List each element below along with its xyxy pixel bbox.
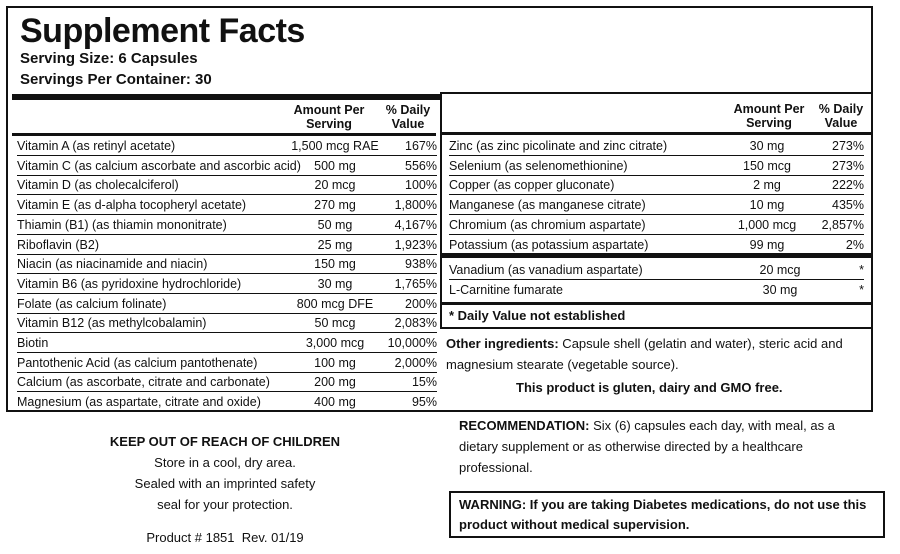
nutrient-row <box>17 215 437 235</box>
nutrient-amount: 150 mg <box>314 257 356 272</box>
dv-header-line1: % Daily <box>385 103 431 117</box>
nutrient-name: Manganese (as manganese citrate) <box>449 198 646 213</box>
nutrient-row <box>17 195 437 215</box>
storage-line-1: Store in a cool, dry area. <box>154 455 296 470</box>
nutrient-name: Folate (as calcium folinate) <box>17 296 167 311</box>
nutrient-daily-value: 222% <box>832 178 864 193</box>
nutrient-daily-value: 2,000% <box>394 355 437 370</box>
other-ingredients <box>446 333 843 375</box>
servings-per-container: Servings Per Container: 30 <box>20 71 212 88</box>
thick-divider-right <box>442 253 871 258</box>
nutrient-amount: 30 mg <box>762 282 798 297</box>
supplement-facts-right-panel <box>440 92 873 329</box>
nutrient-name: Selenium (as selenomethionine) <box>449 158 628 173</box>
nutrient-daily-value: 1,923% <box>394 237 437 252</box>
nutrient-row <box>449 136 864 156</box>
amount-header-right <box>724 102 814 130</box>
dv-header-right-line1: % Daily <box>818 102 864 116</box>
dv-footnote: * Daily Value not established <box>449 308 626 323</box>
nutrient-row <box>17 254 437 274</box>
nutrient-row <box>17 136 437 156</box>
nutrient-amount: 30 mg <box>317 276 353 291</box>
nutrient-daily-value: 273% <box>832 158 864 173</box>
nutrient-row <box>17 313 437 333</box>
header-divider-right <box>442 132 871 135</box>
nutrient-amount: 200 mg <box>314 375 356 390</box>
serving-size: Serving Size: 6 Capsules <box>20 50 198 67</box>
other-ingredients-text1: Capsule shell (gelatin and water), steric acid and <box>558 336 843 351</box>
gluten-free-statement: This product is gluten, dairy and GMO free. <box>516 380 783 395</box>
amount-header-right-line2: Serving <box>746 116 792 130</box>
storage-block <box>60 431 390 515</box>
nutrient-name: Copper (as copper gluconate) <box>449 178 615 193</box>
nutrient-daily-value: 556% <box>405 158 437 173</box>
recommendation-line2: dietary supplement or as otherwise directed by a healthcare <box>459 439 803 454</box>
nutrient-row <box>17 175 437 195</box>
nutrient-row <box>17 392 437 412</box>
nutrient-daily-value: 100% <box>405 178 437 193</box>
nutrient-name: Magnesium (as aspartate, citrate and oxide) <box>17 395 261 410</box>
nutrient-name: Chromium (as chromium aspartate) <box>449 217 646 232</box>
nutrient-amount: 50 mg <box>317 217 353 232</box>
nutrient-daily-value: 200% <box>405 296 437 311</box>
nutrient-row <box>17 274 437 294</box>
nutrient-amount: 2 mg <box>753 178 781 193</box>
nutrient-name: Vitamin A (as retinyl acetate) <box>17 139 176 153</box>
amount-header-line1: Amount Per <box>293 103 365 117</box>
nutrient-name: L-Carnitine fumarate <box>449 282 563 297</box>
nutrient-row <box>17 156 437 176</box>
nutrient-name: Calcium (as ascorbate, citrate and carbonate) <box>17 375 270 390</box>
nutrient-name: Biotin <box>17 336 49 350</box>
nutrient-amount: 99 mg <box>749 237 785 252</box>
nutrient-row <box>449 195 864 215</box>
nutrient-daily-value: 2,857% <box>821 217 864 232</box>
dv-header-line2: Value <box>391 117 425 131</box>
nutrient-daily-value: * <box>859 263 864 277</box>
nutrient-name: Thiamin (B1) (as thiamin mononitrate) <box>17 217 227 232</box>
other-ingredients-text2: magnesium stearate (vegetable source). <box>446 357 679 372</box>
nutrient-row <box>17 353 437 373</box>
nutrient-amount: 1,500 mcg RAE <box>291 139 379 153</box>
nutrient-name: Niacin (as niacinamide and niacin) <box>17 257 208 272</box>
nutrient-daily-value: 273% <box>832 139 864 153</box>
nutrient-name: Vitamin D (as cholecalciferol) <box>17 178 179 193</box>
nutrient-daily-value: 2% <box>845 237 864 252</box>
amount-header-right-line1: Amount Per <box>733 102 805 116</box>
nutrient-amount: 20 mcg <box>759 263 801 277</box>
nutrient-amount: 800 mcg DFE <box>296 296 374 311</box>
nutrient-amount: 20 mcg <box>314 178 356 193</box>
nutrient-name: Zinc (as zinc picolinate and zinc citrate) <box>449 139 668 153</box>
nutrient-daily-value: * <box>859 282 864 297</box>
nutrient-row <box>17 294 437 314</box>
nutrient-row <box>17 235 437 255</box>
nutrient-daily-value: 15% <box>411 375 437 390</box>
nutrient-daily-value: 4,167% <box>394 217 437 232</box>
nutrient-daily-value: 1,800% <box>394 198 437 213</box>
nutrient-name: Vitamin C (as calcium ascorbate and ascorbic acid) <box>17 158 301 173</box>
amount-header <box>284 103 374 131</box>
nutrient-amount: 100 mg <box>314 355 356 370</box>
nutrient-row <box>449 156 864 176</box>
storage-line-2: Sealed with an imprinted safety <box>134 476 316 491</box>
nutrient-daily-value: 167% <box>405 139 437 153</box>
warning-box <box>449 491 885 538</box>
nutrient-row <box>449 235 864 255</box>
nutrient-daily-value: 1,765% <box>394 276 437 291</box>
nutrient-name: Pantothenic Acid (as calcium pantothenate) <box>17 355 258 370</box>
nutrient-name: Vitamin B6 (as pyridoxine hydrochloride) <box>17 276 242 291</box>
recommendation-line3: professional. <box>459 460 533 475</box>
nutrient-daily-value: 435% <box>832 198 864 213</box>
dv-header-right-line2: Value <box>824 116 858 130</box>
nutrient-name: Vanadium (as vanadium aspartate) <box>449 263 643 277</box>
nutrient-row <box>17 333 437 353</box>
amount-header-line2: Serving <box>306 117 352 131</box>
panel-title: Supplement Facts <box>20 12 305 50</box>
nutrient-no-dv-row <box>449 260 864 280</box>
recommendation-line1: Six (6) capsules each day, with meal, as a <box>589 418 835 433</box>
other-ingredients-label: Other ingredients: <box>446 336 559 351</box>
nutrient-row <box>449 175 864 195</box>
footnote-divider <box>442 302 871 305</box>
nutrient-amount: 50 mcg <box>314 316 356 331</box>
warning-line2: product without medical supervision. <box>459 517 690 532</box>
nutrient-name: Riboflavin (B2) <box>17 237 99 252</box>
nutrient-amount: 25 mg <box>317 237 353 252</box>
dv-header-right <box>814 102 868 130</box>
recommendation-label: RECOMMENDATION: <box>459 418 590 433</box>
nutrient-name: Vitamin E (as d-alpha tocopheryl acetate) <box>17 198 247 213</box>
nutrient-name: Vitamin B12 (as methylcobalamin) <box>17 316 207 331</box>
storage-line-3: seal for your protection. <box>157 497 293 512</box>
nutrient-daily-value: 10,000% <box>387 336 437 350</box>
nutrient-row <box>17 372 437 392</box>
nutrient-amount: 10 mg <box>749 198 785 213</box>
nutrient-daily-value: 95% <box>411 395 437 410</box>
nutrient-name: Potassium (as potassium aspartate) <box>449 237 649 252</box>
nutrient-daily-value: 2,083% <box>394 316 437 331</box>
nutrient-amount: 150 mcg <box>743 158 791 173</box>
nutrient-daily-value: 938% <box>405 257 437 272</box>
recommendation <box>459 415 835 478</box>
nutrient-amount: 400 mg <box>314 395 356 410</box>
nutrient-no-dv-row <box>449 280 864 300</box>
keep-out-warning: KEEP OUT OF REACH OF CHILDREN <box>109 434 341 449</box>
nutrient-amount: 270 mg <box>314 198 356 213</box>
nutrient-amount: 1,000 mcg <box>737 217 797 232</box>
product-number: Product # 1851 Rev. 01/19 <box>146 530 304 545</box>
nutrient-amount: 3,000 mcg <box>305 336 365 350</box>
nutrient-amount: 30 mg <box>749 139 785 153</box>
dv-header <box>380 103 436 131</box>
nutrient-row <box>449 215 864 235</box>
nutrient-amount: 500 mg <box>314 158 356 173</box>
warning-line1: WARNING: If you are taking Diabetes medications, do not use this <box>459 497 867 512</box>
